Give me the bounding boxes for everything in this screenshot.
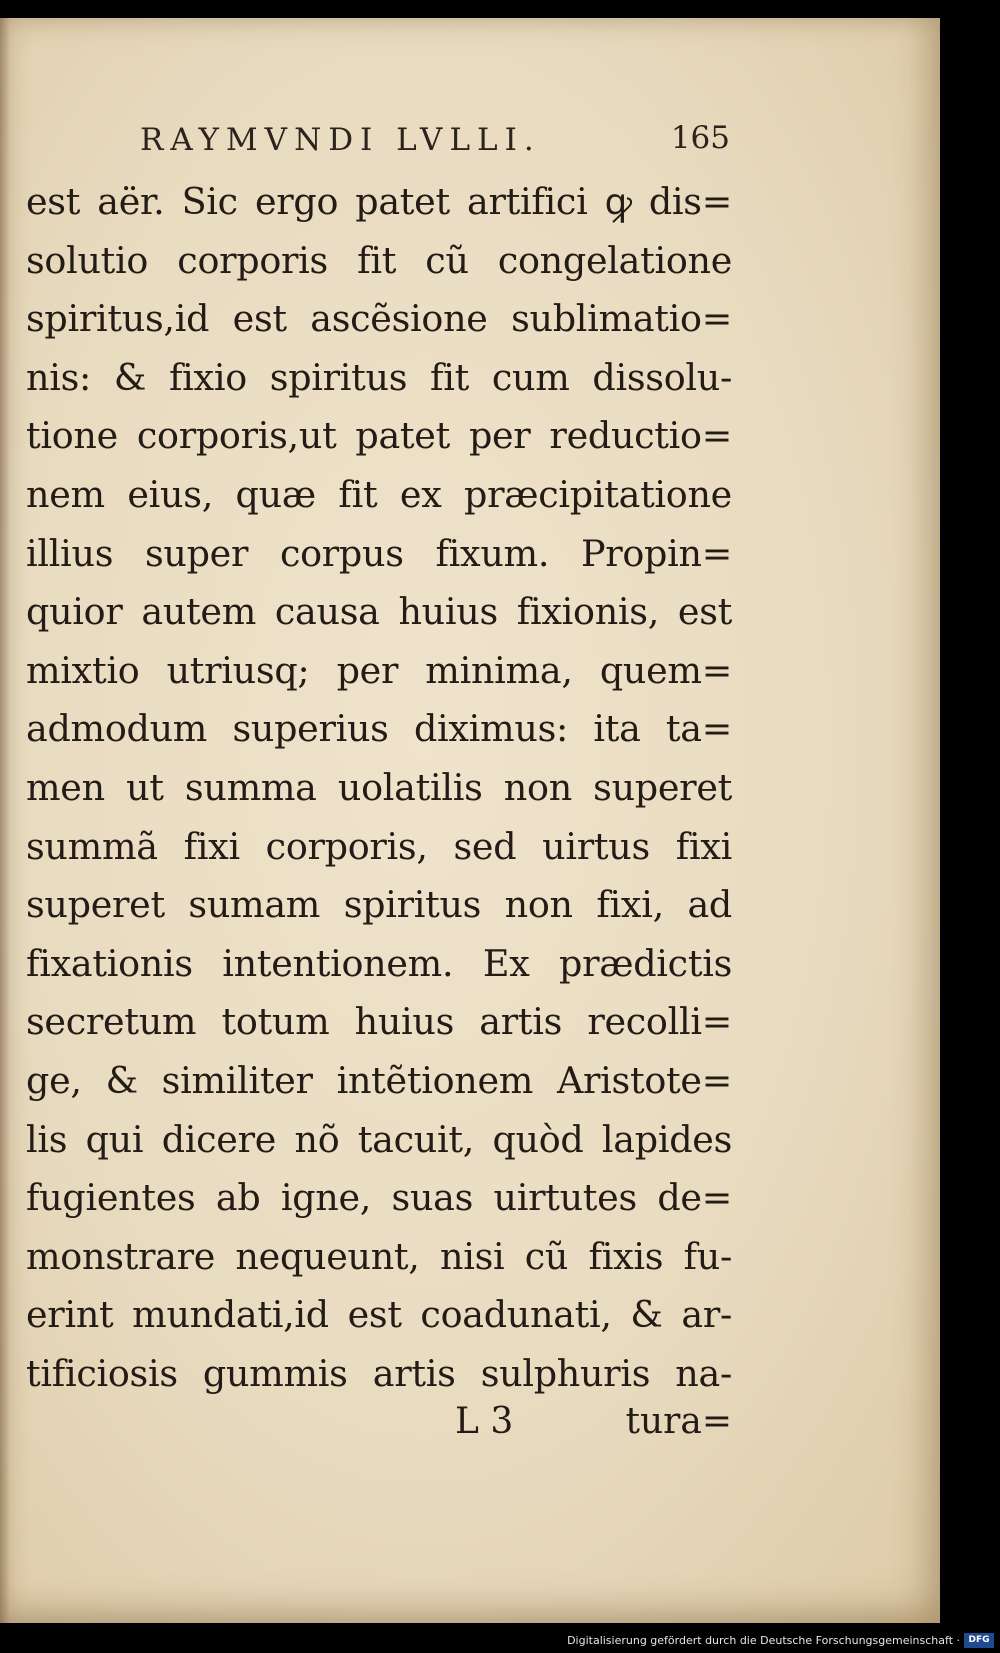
text-line: ge, & similiter intẽtionem Aristote= bbox=[26, 1058, 732, 1102]
text-line: superet sumam spiritus non fixi, ad bbox=[26, 883, 732, 927]
text-line: nem eius, quæ fit ex præcipitatione bbox=[26, 472, 732, 516]
text-line: quior autem causa huius fixionis, est bbox=[26, 590, 732, 634]
text-line: tificiosis gummis artis sulphuris na- bbox=[26, 1351, 732, 1395]
catchword: tura= bbox=[625, 1401, 732, 1442]
signature-mark: L 3 bbox=[455, 1401, 514, 1442]
body-text bbox=[26, 173, 732, 1403]
page-number: 165 bbox=[670, 120, 730, 156]
running-head bbox=[140, 108, 730, 168]
text-line: monstrare nequeunt, nisi cũ fixis fu- bbox=[26, 1234, 732, 1278]
dfg-logo: DFG bbox=[964, 1633, 994, 1648]
text-line: illius super corpus fixum. Propin= bbox=[26, 531, 732, 575]
text-line: solutio corporis fit cũ congelatione bbox=[26, 238, 732, 282]
page-footer-line bbox=[455, 1401, 732, 1461]
book-page bbox=[0, 18, 940, 1623]
text-line: fugientes ab igne, suas uirtutes de= bbox=[26, 1176, 732, 1220]
text-line: erint mundati,id est coadunati, & ar- bbox=[26, 1293, 732, 1337]
digitization-footer bbox=[0, 1630, 1000, 1653]
text-line: mixtio utriusq; per minima, quem= bbox=[26, 648, 732, 692]
funding-credit: Digitalisierung gefördert durch die Deutsche Forschungsgemeinschaft · bbox=[567, 1634, 960, 1647]
text-line: lis qui dicere nõ tacuit, quòd lapides bbox=[26, 1117, 732, 1161]
text-line: men ut summa uolatilis non superet bbox=[26, 765, 732, 809]
text-line: est aër. Sic ergo patet artifici ꝙ dis= bbox=[26, 180, 732, 223]
page-gutter-shadow bbox=[0, 18, 10, 1623]
text-line: tione corporis,ut patet per reductio= bbox=[26, 414, 732, 458]
text-line: secretum totum huius artis recolli= bbox=[26, 1000, 732, 1044]
text-line: summã fixi corporis, sed uirtus fixi bbox=[26, 824, 732, 868]
text-line: admodum superius diximus: ita ta= bbox=[26, 707, 732, 751]
text-line: spiritus,id est ascẽsione sublimatio= bbox=[26, 297, 732, 341]
running-title: RAYMVNDI LVLLI. bbox=[140, 122, 541, 158]
text-line: nis: & fixio spiritus fit cum dissolu- bbox=[26, 355, 732, 399]
text-line: fixationis intentionem. Ex prædictis bbox=[26, 941, 732, 985]
